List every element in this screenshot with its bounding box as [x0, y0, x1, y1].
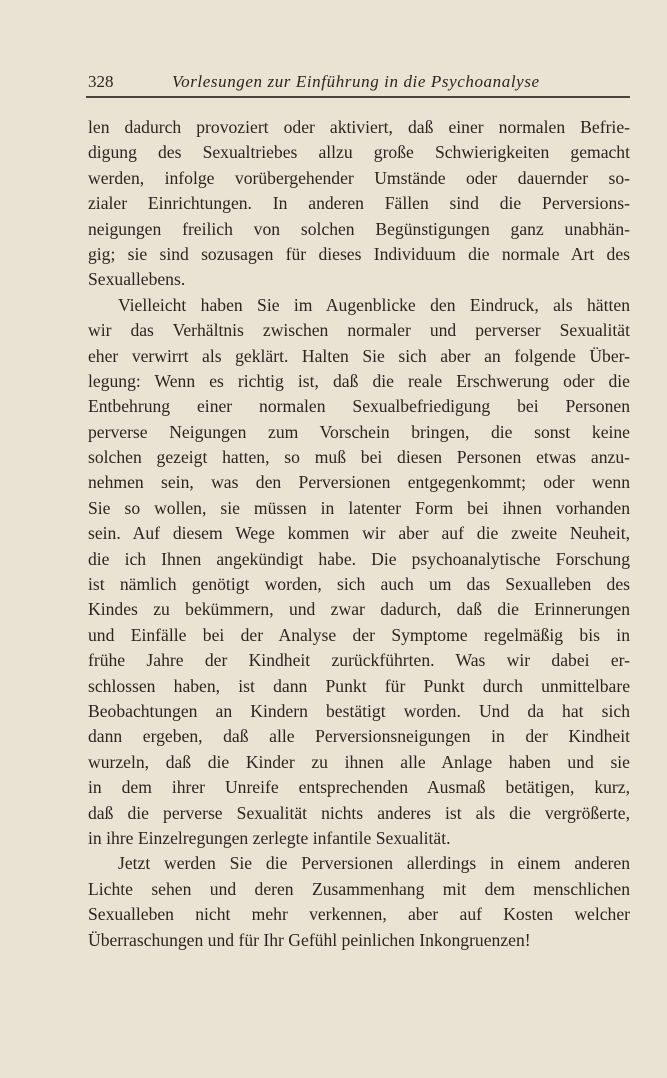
page-number: 328	[88, 72, 114, 91]
text-line: Sexuallebens.	[88, 269, 186, 290]
text-line: digung des Sexualtriebes allzu große Schwierigkeiten gemacht	[88, 142, 630, 163]
text-line: in ihre Einzelregungen zerlegte infantile Sexualität.	[88, 827, 451, 848]
running-header	[88, 70, 630, 94]
text-line: Sexualleben nicht mehr verkennen, aber auf Kosten welcher	[88, 904, 630, 925]
text-line: zialer Einrichtungen. In anderen Fällen sind die Perversions-	[88, 193, 630, 214]
text-line: wir das Verhältnis zwischen normaler und perverser Sexualität	[88, 320, 630, 341]
text-line: Lichte sehen und deren Zusammenhang mit dem menschlichen	[88, 878, 630, 899]
paragraph	[88, 293, 630, 852]
text-line: frühe Jahre der Kindheit zurückführten. Was wir dabei er-	[88, 650, 630, 671]
text-line: perverse Neigungen zum Vorschein bringen, die sonst keine	[88, 421, 630, 442]
paragraph	[88, 115, 630, 293]
text-line: werden, infolge vorübergehender Umstände oder dauernder so-	[88, 167, 630, 188]
text-line: solchen gezeigt hatten, so muß bei diesen Personen etwas anzu-	[88, 447, 630, 468]
text-line: gig; sie sind sozusagen für dieses Individuum die normale Art des	[88, 243, 630, 264]
text-line: die ich Ihnen angekündigt habe. Die psychoanalytische Forschung	[88, 548, 630, 569]
text-line: und Einfälle bei der Analyse der Symptome regelmäßig bis in	[88, 624, 630, 645]
text-line: sein. Auf diesem Wege kommen wir aber auf die zweite Neuheit,	[88, 523, 630, 544]
text-line: neigungen freilich von solchen Begünstigungen ganz unabhän-	[88, 218, 630, 239]
text-line: legung: Wenn es richtig ist, daß die reale Erschwerung oder die	[88, 370, 630, 391]
text-line: Vielleicht haben Sie im Augenblicke den Eindruck, als hätten	[118, 294, 630, 315]
text-line: dann ergeben, daß alle Perversionsneigungen in der Kindheit	[88, 726, 630, 747]
text-line: ist nämlich genötigt worden, sich auch um das Sexualleben des	[88, 574, 630, 595]
body-text	[88, 115, 630, 953]
text-line: Überraschungen und für Ihr Gefühl peinlichen Inkongruenzen!	[88, 929, 531, 950]
text-line: Sie so wollen, sie müssen in latenter Form bei ihnen vorhanden	[88, 497, 630, 518]
header-rule	[86, 96, 630, 98]
text-line: Jetzt werden Sie die Perversionen allerdings in einem anderen	[118, 853, 630, 874]
text-line: Beobachtungen an Kindern bestätigt worden. Und da hat sich	[88, 700, 630, 721]
text-line: wurzeln, daß die Kinder zu ihnen alle Anlage haben und sie	[88, 751, 630, 772]
text-line: in dem ihrer Unreife entsprechenden Ausmaß betätigen, kurz,	[88, 777, 630, 798]
text-line: daß die perverse Sexualität nichts anderes ist als die vergrößerte,	[88, 802, 630, 823]
paragraph	[88, 851, 630, 953]
text-line: Entbehrung einer normalen Sexualbefriedigung bei Personen	[88, 396, 630, 417]
text-line: len dadurch provoziert oder aktiviert, daß einer normalen Befrie-	[88, 117, 630, 137]
text-line: schlossen haben, ist dann Punkt für Punkt durch unmittelbare	[88, 675, 630, 696]
text-line: eher verwirrt als geklärt. Halten Sie sich aber an folgende Über-	[88, 345, 630, 366]
text-line: Kindes zu bekümmern, und zwar dadurch, daß die Erinnerungen	[88, 599, 630, 620]
text-line: nehmen sein, was den Perversionen entgegenkommt; oder wenn	[88, 472, 630, 493]
running-title: Vorlesungen zur Einführung in die Psychoanalyse	[172, 72, 540, 91]
